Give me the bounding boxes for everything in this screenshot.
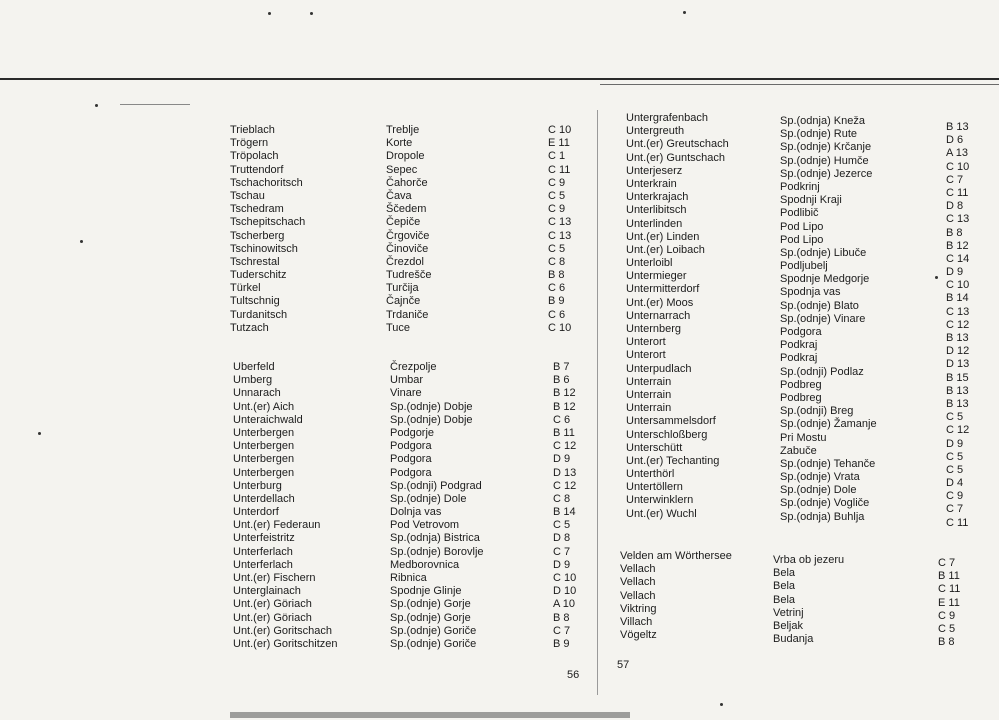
list-item: Ščedem bbox=[386, 203, 427, 216]
grid-ref: D 9 bbox=[553, 453, 571, 466]
grid-ref: C 13 bbox=[946, 305, 970, 318]
grid-ref: C 6 bbox=[548, 282, 566, 295]
speck bbox=[268, 12, 271, 15]
grid-ref: D 9 bbox=[946, 437, 964, 450]
list-item: Sp.(odnji) Podlaz bbox=[780, 365, 864, 378]
list-item: Unterkrain bbox=[626, 177, 677, 190]
grid-ref: C 8 bbox=[553, 492, 571, 505]
list-item: Unt.(er) Wuchl bbox=[626, 507, 697, 520]
grid-ref: C 9 bbox=[946, 490, 964, 503]
list-item: Sp.(odnje) Žamanje bbox=[780, 418, 877, 431]
grid-ref: C 10 bbox=[553, 572, 577, 584]
list-item: Tschedram bbox=[230, 203, 284, 216]
speck bbox=[683, 11, 686, 14]
grid-ref: B 8 bbox=[946, 226, 963, 239]
list-item: Pod Vetrovom bbox=[390, 519, 460, 532]
list-item: Sp.(odnje) Goriče bbox=[390, 624, 477, 637]
grid-ref: C 9 bbox=[548, 176, 566, 189]
grid-ref: D 9 bbox=[946, 266, 964, 279]
list-item: Beljak bbox=[773, 619, 803, 632]
grid-ref: B 9 bbox=[548, 295, 565, 308]
left-block1-slovene bbox=[386, 124, 431, 335]
scan-top-rule bbox=[0, 78, 999, 80]
grid-ref: D 8 bbox=[946, 200, 964, 213]
list-item: Podbreg bbox=[780, 378, 822, 391]
list-item: Unt.(er) Goritschitzen bbox=[233, 637, 338, 650]
grid-ref: C 12 bbox=[553, 479, 577, 492]
list-item: Sp.(odnji) Podgrad bbox=[390, 479, 482, 492]
list-item: Pri Mostu bbox=[780, 431, 827, 444]
list-item: Unt.(er) Moos bbox=[626, 296, 694, 309]
grid-ref: C 13 bbox=[946, 213, 970, 226]
list-item: Vetrinj bbox=[773, 606, 804, 619]
grid-ref: C 9 bbox=[548, 203, 566, 216]
list-item: Unterlibitsch bbox=[626, 204, 687, 217]
list-item: Spodnje Medgorje bbox=[780, 273, 870, 286]
list-item: Podljubelj bbox=[780, 260, 828, 273]
list-item: Sp.(odnje) Gorje bbox=[390, 611, 471, 624]
list-item: Unterrain bbox=[626, 388, 672, 401]
list-item: Unterloibl bbox=[626, 257, 673, 270]
grid-ref: C 5 bbox=[548, 189, 566, 202]
list-item: Tutzach bbox=[230, 321, 269, 334]
list-item: Bela bbox=[773, 567, 796, 580]
list-item: Tschau bbox=[230, 189, 265, 202]
list-item: Türkel bbox=[230, 282, 261, 295]
list-item: Črezdol bbox=[386, 255, 424, 268]
list-item: Čava bbox=[386, 189, 412, 202]
grid-ref: D 4 bbox=[946, 477, 964, 490]
list-item: Sp.(odnje) Libuče bbox=[780, 246, 867, 259]
list-item: Turdanitsch bbox=[230, 308, 288, 321]
grid-ref: C 7 bbox=[946, 503, 964, 516]
grid-ref: B 8 bbox=[938, 636, 955, 649]
list-item: Pod Lipo bbox=[780, 220, 824, 233]
list-item: Tschinowitsch bbox=[230, 242, 298, 255]
grid-ref: C 5 bbox=[946, 463, 964, 476]
list-item: Tudrešče bbox=[386, 269, 432, 282]
list-item: Uberfeld bbox=[233, 361, 275, 373]
list-item: Unt.(er) Loibach bbox=[626, 243, 705, 256]
speck bbox=[38, 432, 41, 435]
list-item: Podkraj bbox=[780, 352, 818, 365]
list-item: Unterbergen bbox=[233, 440, 295, 453]
list-item: Umbar bbox=[390, 374, 424, 387]
right-block1-slovene bbox=[780, 115, 877, 524]
grid-ref: B 14 bbox=[553, 506, 576, 519]
grid-ref: B 8 bbox=[548, 269, 565, 282]
list-item: Unterschloßberg bbox=[626, 428, 708, 441]
grid-ref: D 6 bbox=[946, 134, 964, 147]
grid-ref: B 12 bbox=[553, 400, 576, 413]
grid-ref: C 10 bbox=[946, 160, 970, 173]
list-item: Unterferlach bbox=[233, 558, 293, 571]
list-item: Dolnja vas bbox=[390, 506, 442, 519]
list-item: Unternberg bbox=[626, 323, 682, 335]
list-item: Sp.(odnje) Gorje bbox=[390, 598, 471, 611]
list-item: Trieblach bbox=[230, 124, 275, 136]
grid-ref: D 13 bbox=[553, 466, 577, 479]
left-block2-grid bbox=[553, 361, 576, 651]
speck bbox=[720, 703, 723, 706]
speck bbox=[80, 240, 83, 243]
grid-ref: D 8 bbox=[553, 532, 571, 545]
grid-ref: A 10 bbox=[553, 598, 576, 611]
grid-ref: C 7 bbox=[553, 624, 571, 637]
list-item: Vellach bbox=[620, 576, 656, 589]
grid-ref: C 1 bbox=[548, 150, 566, 163]
list-item: Turčija bbox=[386, 282, 419, 295]
list-item: Spodnje Glinje bbox=[390, 585, 462, 598]
list-item: Unterort bbox=[626, 336, 666, 349]
list-item: Unterthörl bbox=[626, 468, 675, 481]
list-item: Sp.(odnja) Buhlja bbox=[780, 510, 865, 523]
list-item: Čajnče bbox=[386, 295, 421, 308]
grid-ref: C 11 bbox=[548, 163, 571, 176]
list-item: Untermieger bbox=[626, 270, 687, 283]
list-item: Unterfeistritz bbox=[233, 532, 295, 545]
list-item: Podbreg bbox=[780, 391, 822, 404]
list-item: Untersammelsdorf bbox=[626, 415, 716, 428]
grid-ref: B 12 bbox=[553, 387, 576, 400]
list-item: Unterferlach bbox=[233, 545, 293, 558]
grid-ref: C 11 bbox=[946, 186, 969, 199]
list-item: Sepec bbox=[386, 163, 418, 176]
list-item: Unteraichwald bbox=[233, 413, 303, 426]
list-item: Tuderschitz bbox=[230, 269, 287, 282]
list-item: Unterschütt bbox=[626, 441, 683, 454]
grid-ref: B 8 bbox=[553, 611, 570, 624]
list-item: Velden am Wörthersee bbox=[620, 550, 732, 562]
list-item: Podkraj bbox=[780, 339, 818, 352]
list-item: Tscherberg bbox=[230, 229, 285, 242]
grid-ref: B 13 bbox=[946, 397, 969, 410]
page-number-right: 57 bbox=[617, 659, 630, 671]
grid-ref: D 10 bbox=[553, 585, 577, 598]
list-item: Villach bbox=[620, 615, 653, 628]
list-item: Sp.(odnje) Jezerce bbox=[780, 167, 873, 180]
list-item: Bela bbox=[773, 593, 796, 606]
list-item: Tschrestal bbox=[230, 255, 280, 268]
list-item: Spodnja vas bbox=[780, 286, 841, 299]
list-item: Sp.(odnje) Rute bbox=[780, 128, 858, 141]
grid-ref: C 7 bbox=[946, 173, 964, 186]
grid-ref: C 5 bbox=[548, 242, 566, 255]
grid-ref: B 9 bbox=[553, 637, 570, 650]
list-item: Unt.(er) Greutschach bbox=[626, 138, 729, 151]
list-item: Untermitterdorf bbox=[626, 283, 700, 296]
grid-ref: B 13 bbox=[946, 121, 969, 133]
list-item: Črgoviče bbox=[386, 229, 430, 242]
list-item: Truttendorf bbox=[230, 163, 284, 176]
list-item: Čepiče bbox=[386, 216, 421, 229]
list-item: Sp.(odnje) Dole bbox=[780, 484, 857, 497]
grid-ref: D 9 bbox=[553, 558, 571, 571]
list-item: Unterlinden bbox=[626, 217, 683, 230]
right-block1-grid bbox=[946, 121, 969, 530]
list-item: Unterpudlach bbox=[626, 362, 692, 375]
grid-ref: C 12 bbox=[946, 318, 970, 331]
list-item: Unt.(er) Federaun bbox=[233, 519, 321, 532]
grid-ref: B 11 bbox=[938, 570, 960, 583]
page-number-left: 56 bbox=[567, 669, 580, 681]
list-item: Unterjeserz bbox=[626, 164, 683, 177]
list-item: Podgora bbox=[780, 326, 822, 338]
grid-ref: B 12 bbox=[946, 239, 969, 252]
list-item: Sp.(odnje) Tehanče bbox=[780, 457, 876, 470]
right-block2-slovene bbox=[773, 554, 844, 646]
grid-ref: B 13 bbox=[946, 332, 969, 344]
scan-bottom-edge bbox=[230, 712, 630, 718]
list-item: Unterbergen bbox=[233, 453, 295, 466]
list-item: Sp.(odnje) Borovlje bbox=[390, 545, 484, 558]
list-item: Sp.(odnje) Dole bbox=[390, 492, 467, 505]
grid-ref: B 13 bbox=[946, 384, 969, 397]
grid-ref: C 12 bbox=[553, 440, 577, 453]
list-item: Podgora bbox=[390, 466, 432, 479]
list-item: Sp.(odnje) Humče bbox=[780, 154, 869, 167]
list-item: Dropole bbox=[386, 150, 425, 163]
left-block2-german bbox=[233, 361, 338, 651]
grid-ref: C 8 bbox=[548, 255, 566, 268]
list-item: Umberg bbox=[233, 374, 273, 387]
list-item: Sp.(odnja) Kneža bbox=[780, 115, 865, 127]
grid-ref: C 6 bbox=[553, 413, 571, 426]
list-item: Podgora bbox=[390, 440, 432, 453]
list-item: Tschepitschach bbox=[230, 216, 306, 229]
grid-ref: C 7 bbox=[553, 545, 571, 558]
list-item: Unterwinklern bbox=[626, 494, 694, 507]
grid-ref: E 11 bbox=[548, 137, 570, 150]
list-item: Podlibič bbox=[780, 207, 819, 220]
list-item: Čahorče bbox=[386, 176, 428, 189]
left-block2-slovene bbox=[390, 361, 484, 651]
list-item: Črezpolje bbox=[390, 361, 437, 373]
list-item: Zabuče bbox=[780, 444, 817, 457]
speck bbox=[95, 104, 98, 107]
grid-ref: C 13 bbox=[548, 216, 572, 229]
list-item: Tschachoritsch bbox=[230, 176, 303, 189]
list-item: Vögeltz bbox=[620, 629, 657, 642]
left-block1-german bbox=[230, 124, 305, 335]
list-item: Sp.(odnje) Blato bbox=[780, 299, 859, 312]
list-item: Unterort bbox=[626, 349, 666, 362]
list-item: Vinare bbox=[390, 387, 422, 400]
list-item: Budanja bbox=[773, 633, 814, 646]
grid-ref: C 7 bbox=[938, 557, 956, 569]
right-block1-german bbox=[626, 112, 729, 521]
list-item: Sp.(odnje) Vinare bbox=[780, 312, 866, 325]
list-item: Unterdorf bbox=[233, 506, 279, 519]
list-item: Trögern bbox=[230, 137, 269, 150]
right-block2-german bbox=[620, 550, 732, 642]
list-item: Unt.(er) Linden bbox=[626, 230, 700, 243]
list-item: Sp.(odnje) Dobje bbox=[390, 400, 473, 413]
scan-top-rule-secondary bbox=[600, 84, 999, 85]
list-item: Unterburg bbox=[233, 479, 282, 492]
grid-ref: D 13 bbox=[946, 358, 970, 371]
grid-ref: B 15 bbox=[946, 371, 969, 384]
list-item: Vellach bbox=[620, 589, 656, 602]
grid-ref: C 9 bbox=[938, 609, 956, 622]
list-item: Vrba ob jezeru bbox=[773, 554, 845, 566]
list-item: Sp.(odnje) Vrata bbox=[780, 471, 860, 484]
list-item: Sp.(odnja) Bistrica bbox=[390, 532, 480, 545]
list-item: Unterrain bbox=[626, 375, 672, 388]
list-item: Unternarrach bbox=[626, 309, 691, 322]
list-item: Untergrafenbach bbox=[626, 112, 708, 124]
grid-ref: E 11 bbox=[938, 596, 960, 609]
list-item: Vellach bbox=[620, 563, 656, 576]
list-item: Sp.(odnje) Goriče bbox=[390, 637, 477, 650]
list-item: Unt.(er) Guntschach bbox=[626, 151, 726, 164]
list-item: Činoviče bbox=[386, 242, 429, 255]
grid-ref: C 5 bbox=[946, 450, 964, 463]
grid-ref: C 14 bbox=[946, 252, 970, 265]
grid-ref: B 11 bbox=[553, 426, 575, 439]
list-item: Unterdellach bbox=[233, 492, 295, 505]
book-spine bbox=[597, 110, 598, 695]
list-item: Medborovnica bbox=[390, 558, 460, 571]
list-item: Tröpolach bbox=[230, 150, 279, 163]
grid-ref: C 10 bbox=[946, 279, 970, 292]
list-item: Tultschnig bbox=[230, 295, 280, 308]
grid-ref: C 11 bbox=[946, 516, 969, 529]
grid-ref: C 10 bbox=[548, 321, 572, 334]
grid-ref: A 13 bbox=[946, 147, 969, 160]
list-item: Unterrain bbox=[626, 402, 672, 415]
list-item: Tuce bbox=[386, 321, 411, 334]
list-item: Unt.(er) Fischern bbox=[233, 572, 316, 584]
grid-ref: C 12 bbox=[946, 424, 970, 437]
list-item: Untertöllern bbox=[626, 481, 683, 494]
grid-ref: B 7 bbox=[553, 361, 570, 373]
list-item: Spodnji Kraji bbox=[780, 194, 842, 207]
speck bbox=[935, 276, 938, 279]
right-block2-grid bbox=[938, 557, 960, 649]
grid-ref: B 6 bbox=[553, 374, 570, 387]
list-item: Untergreuth bbox=[626, 125, 685, 138]
list-item: Podgora bbox=[390, 453, 432, 466]
list-item: Unt.(er) Goritschach bbox=[233, 624, 333, 637]
grid-ref: C 5 bbox=[946, 411, 964, 424]
list-item: Unnarach bbox=[233, 387, 281, 400]
list-item: Sp.(odnje) Vogliče bbox=[780, 497, 870, 510]
grid-ref: C 5 bbox=[938, 622, 956, 635]
speck bbox=[310, 12, 313, 15]
list-item: Unt.(er) Aich bbox=[233, 400, 295, 413]
list-item: Unterkrajach bbox=[626, 191, 689, 204]
list-item: Podkrinj bbox=[780, 180, 820, 193]
list-item: Trdaniče bbox=[386, 308, 429, 321]
grid-ref: C 13 bbox=[548, 229, 572, 242]
list-item: Sp.(odnje) Dobje bbox=[390, 413, 473, 426]
list-item: Unterbergen bbox=[233, 466, 295, 479]
list-item: Unt.(er) Techanting bbox=[626, 454, 720, 467]
list-item: Korte bbox=[386, 137, 413, 150]
list-item: Unt.(er) Göriach bbox=[233, 611, 312, 624]
grid-ref: C 10 bbox=[548, 124, 572, 136]
scan-short-rule bbox=[120, 104, 190, 105]
list-item: Unterglainach bbox=[233, 585, 301, 598]
grid-ref: D 12 bbox=[946, 345, 970, 358]
list-item: Treblje bbox=[386, 124, 420, 136]
grid-ref: C 11 bbox=[938, 583, 961, 596]
list-item: Unterbergen bbox=[233, 426, 295, 439]
left-block1-grid bbox=[548, 124, 571, 335]
list-item: Ribnica bbox=[390, 572, 427, 584]
list-item: Viktring bbox=[620, 602, 657, 615]
list-item: Unt.(er) Göriach bbox=[233, 598, 312, 611]
list-item: Sp.(odnje) Krčanje bbox=[780, 141, 872, 154]
grid-ref: C 5 bbox=[553, 519, 571, 532]
list-item: Pod Lipo bbox=[780, 233, 824, 246]
list-item: Bela bbox=[773, 580, 796, 593]
list-item: Podgorje bbox=[390, 426, 435, 439]
grid-ref: C 6 bbox=[548, 308, 566, 321]
grid-ref: B 14 bbox=[946, 292, 969, 305]
list-item: Sp.(odnji) Breg bbox=[780, 405, 854, 418]
